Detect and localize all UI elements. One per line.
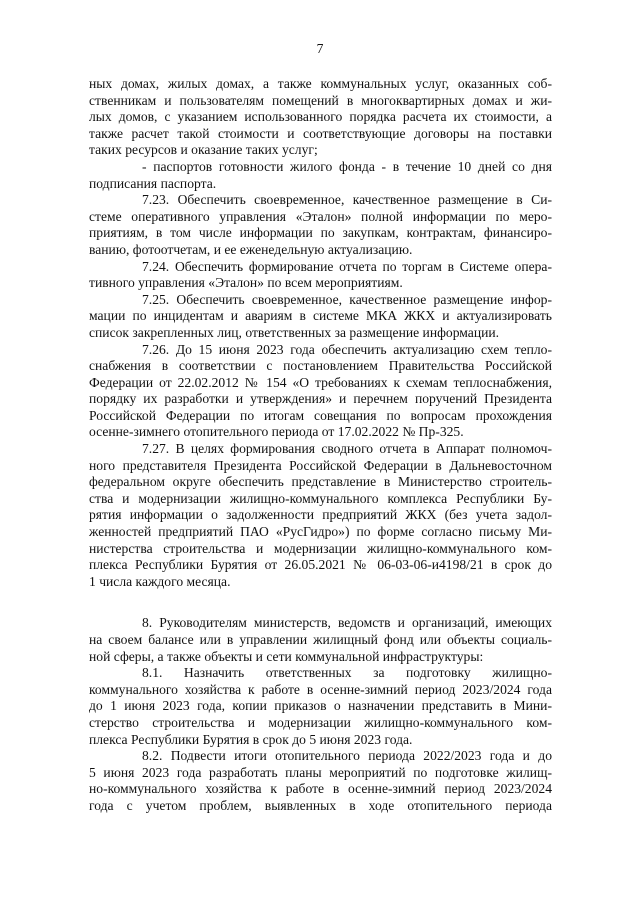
paragraph-8-1 xyxy=(89,665,552,748)
text-line: 8. Руководителям министерств, ведомств и организаций, имеющих xyxy=(142,615,552,631)
text-line: приятиям, в том числе информации по закупкам, контрактам, финансиро- xyxy=(89,225,552,241)
text-line: ственникам и пользователям помещений в многоквартирных домах и жи- xyxy=(89,92,552,108)
text-line: 5 июня 2023 года разработать планы мероприятий по подготовке жилищ- xyxy=(89,764,552,780)
page-number: 7 xyxy=(316,41,324,56)
paragraph-7-23 xyxy=(89,192,552,258)
text-line: 7.24. Обеспечить формирование отчета по торгам в Системе опера- xyxy=(142,258,552,274)
text-line: до 1 июня 2023 года, копии приказов о назначении представить в Мини- xyxy=(89,698,552,714)
text-line: снабжения в соответствии с постановлением Правительства Российской xyxy=(89,358,552,374)
text-line: Федерации от 22.02.2012 № 154 «О требованиях к схемам теплоснабжения, xyxy=(89,374,552,390)
paragraph-gap xyxy=(89,590,552,615)
text-line: женностей предприятий ПАО «РусГидро») по форме согласно письму Ми- xyxy=(89,524,552,540)
text-line: ванию, фотоотчетам, и ее еженедельную актуализацию. xyxy=(89,241,413,257)
text-line: коммунального хозяйства к работе в осенне-зимний период 2023/2024 года xyxy=(89,681,552,697)
text-line: тивного управления «Эталон» по всем мероприятиям. xyxy=(89,275,403,291)
text-line: ства и модернизации жилищно-коммунального комплекса Республики Бу- xyxy=(89,490,552,506)
paragraph-continuation xyxy=(89,76,552,159)
paragraph-8-2 xyxy=(89,748,552,814)
text-line: мации по инцидентам и авариям в системе МКА ЖКХ и актуализировать xyxy=(89,308,552,324)
text-line: плекса Республики Бурятия в срок до 5 июня 2023 года. xyxy=(89,731,413,747)
text-line: порядку их разработки и утверждения» и перечнем поручений Президента xyxy=(89,391,552,407)
text-line: таких ресурсов и оказание таких услуг; xyxy=(89,142,318,158)
text-line: ной сферы, а также объекты и сети коммунальной инфраструктуры: xyxy=(89,648,484,664)
text-line: года с учетом проблем, выявленных в ходе отопительного периода xyxy=(89,797,552,813)
paragraph-8 xyxy=(89,615,552,665)
paragraph-7-26 xyxy=(89,342,552,442)
paragraph-7-24 xyxy=(89,259,552,292)
text-line: список закрепленных лиц, ответственных за размещение информации. xyxy=(89,324,500,340)
paragraph-7-25 xyxy=(89,292,552,342)
text-line: стеме оперативного управления «Эталон» полной информации по меро- xyxy=(89,208,552,224)
text-line: подписания паспорта. xyxy=(89,175,217,191)
text-line: Российской Федерации по итогам совещания по вопросам прохождения xyxy=(89,407,552,423)
text-line: 1 числа каждого месяца. xyxy=(89,573,231,589)
text-line: 7.27. В целях формирования сводного отчета в Аппарат полномоч- xyxy=(142,441,552,457)
text-line: 7.23. Обеспечить своевременное, качественное размещение в Си- xyxy=(142,192,552,208)
document-body xyxy=(89,76,552,815)
text-line: на своем балансе или в управлении жилищный фонд или объекты социаль- xyxy=(89,632,552,647)
text-line: 8.1. Назначить ответственных за подготовку жилищно- xyxy=(142,665,552,681)
text-line: лых домов, с указанием использованного порядка расчета их стоимости, а xyxy=(89,109,552,125)
paragraph-7-27 xyxy=(89,441,552,590)
text-line: нистерства строительства и модернизации жилищно-коммунального ком- xyxy=(89,540,552,556)
paragraph-passports xyxy=(89,159,552,192)
text-line: рятия информации о задолженности предприятий ЖКХ (без учета задол- xyxy=(89,507,552,523)
text-line: но-коммунального хозяйства к работе в осенне-зимний период 2023/2024 xyxy=(89,781,552,797)
text-line: плекса Республики Бурятия от 26.05.2021 № 06-03-06-и4198/21 в срок до xyxy=(89,557,552,573)
text-line: ных домах, жилых домах, а также коммунальных услуг, оказанных соб- xyxy=(89,76,552,91)
text-line: осенне-зимнего отопительного периода от 17.02.2022 № Пр-325. xyxy=(89,424,464,440)
text-line: 7.25. Обеспечить своевременное, качественное размещение инфор- xyxy=(142,291,552,307)
text-line: 7.26. До 15 июня 2023 года обеспечить актуализацию схем тепло- xyxy=(142,341,552,357)
text-line: также расчет такой стоимости и соответствующие договоры на поставки xyxy=(89,125,552,141)
text-line: ного представителя Президента Российской Федерации в Дальневосточном xyxy=(89,457,552,473)
text-line: федеральном округе обеспечить представление в Министерство строитель- xyxy=(89,474,552,490)
text-line: стерство строительства и модернизации жилищно-коммунального ком- xyxy=(89,714,552,730)
text-line: 8.2. Подвести итоги отопительного периода 2022/2023 года и до xyxy=(142,748,552,764)
text-line: - паспортов готовности жилого фонда - в течение 10 дней со дня xyxy=(142,158,552,174)
